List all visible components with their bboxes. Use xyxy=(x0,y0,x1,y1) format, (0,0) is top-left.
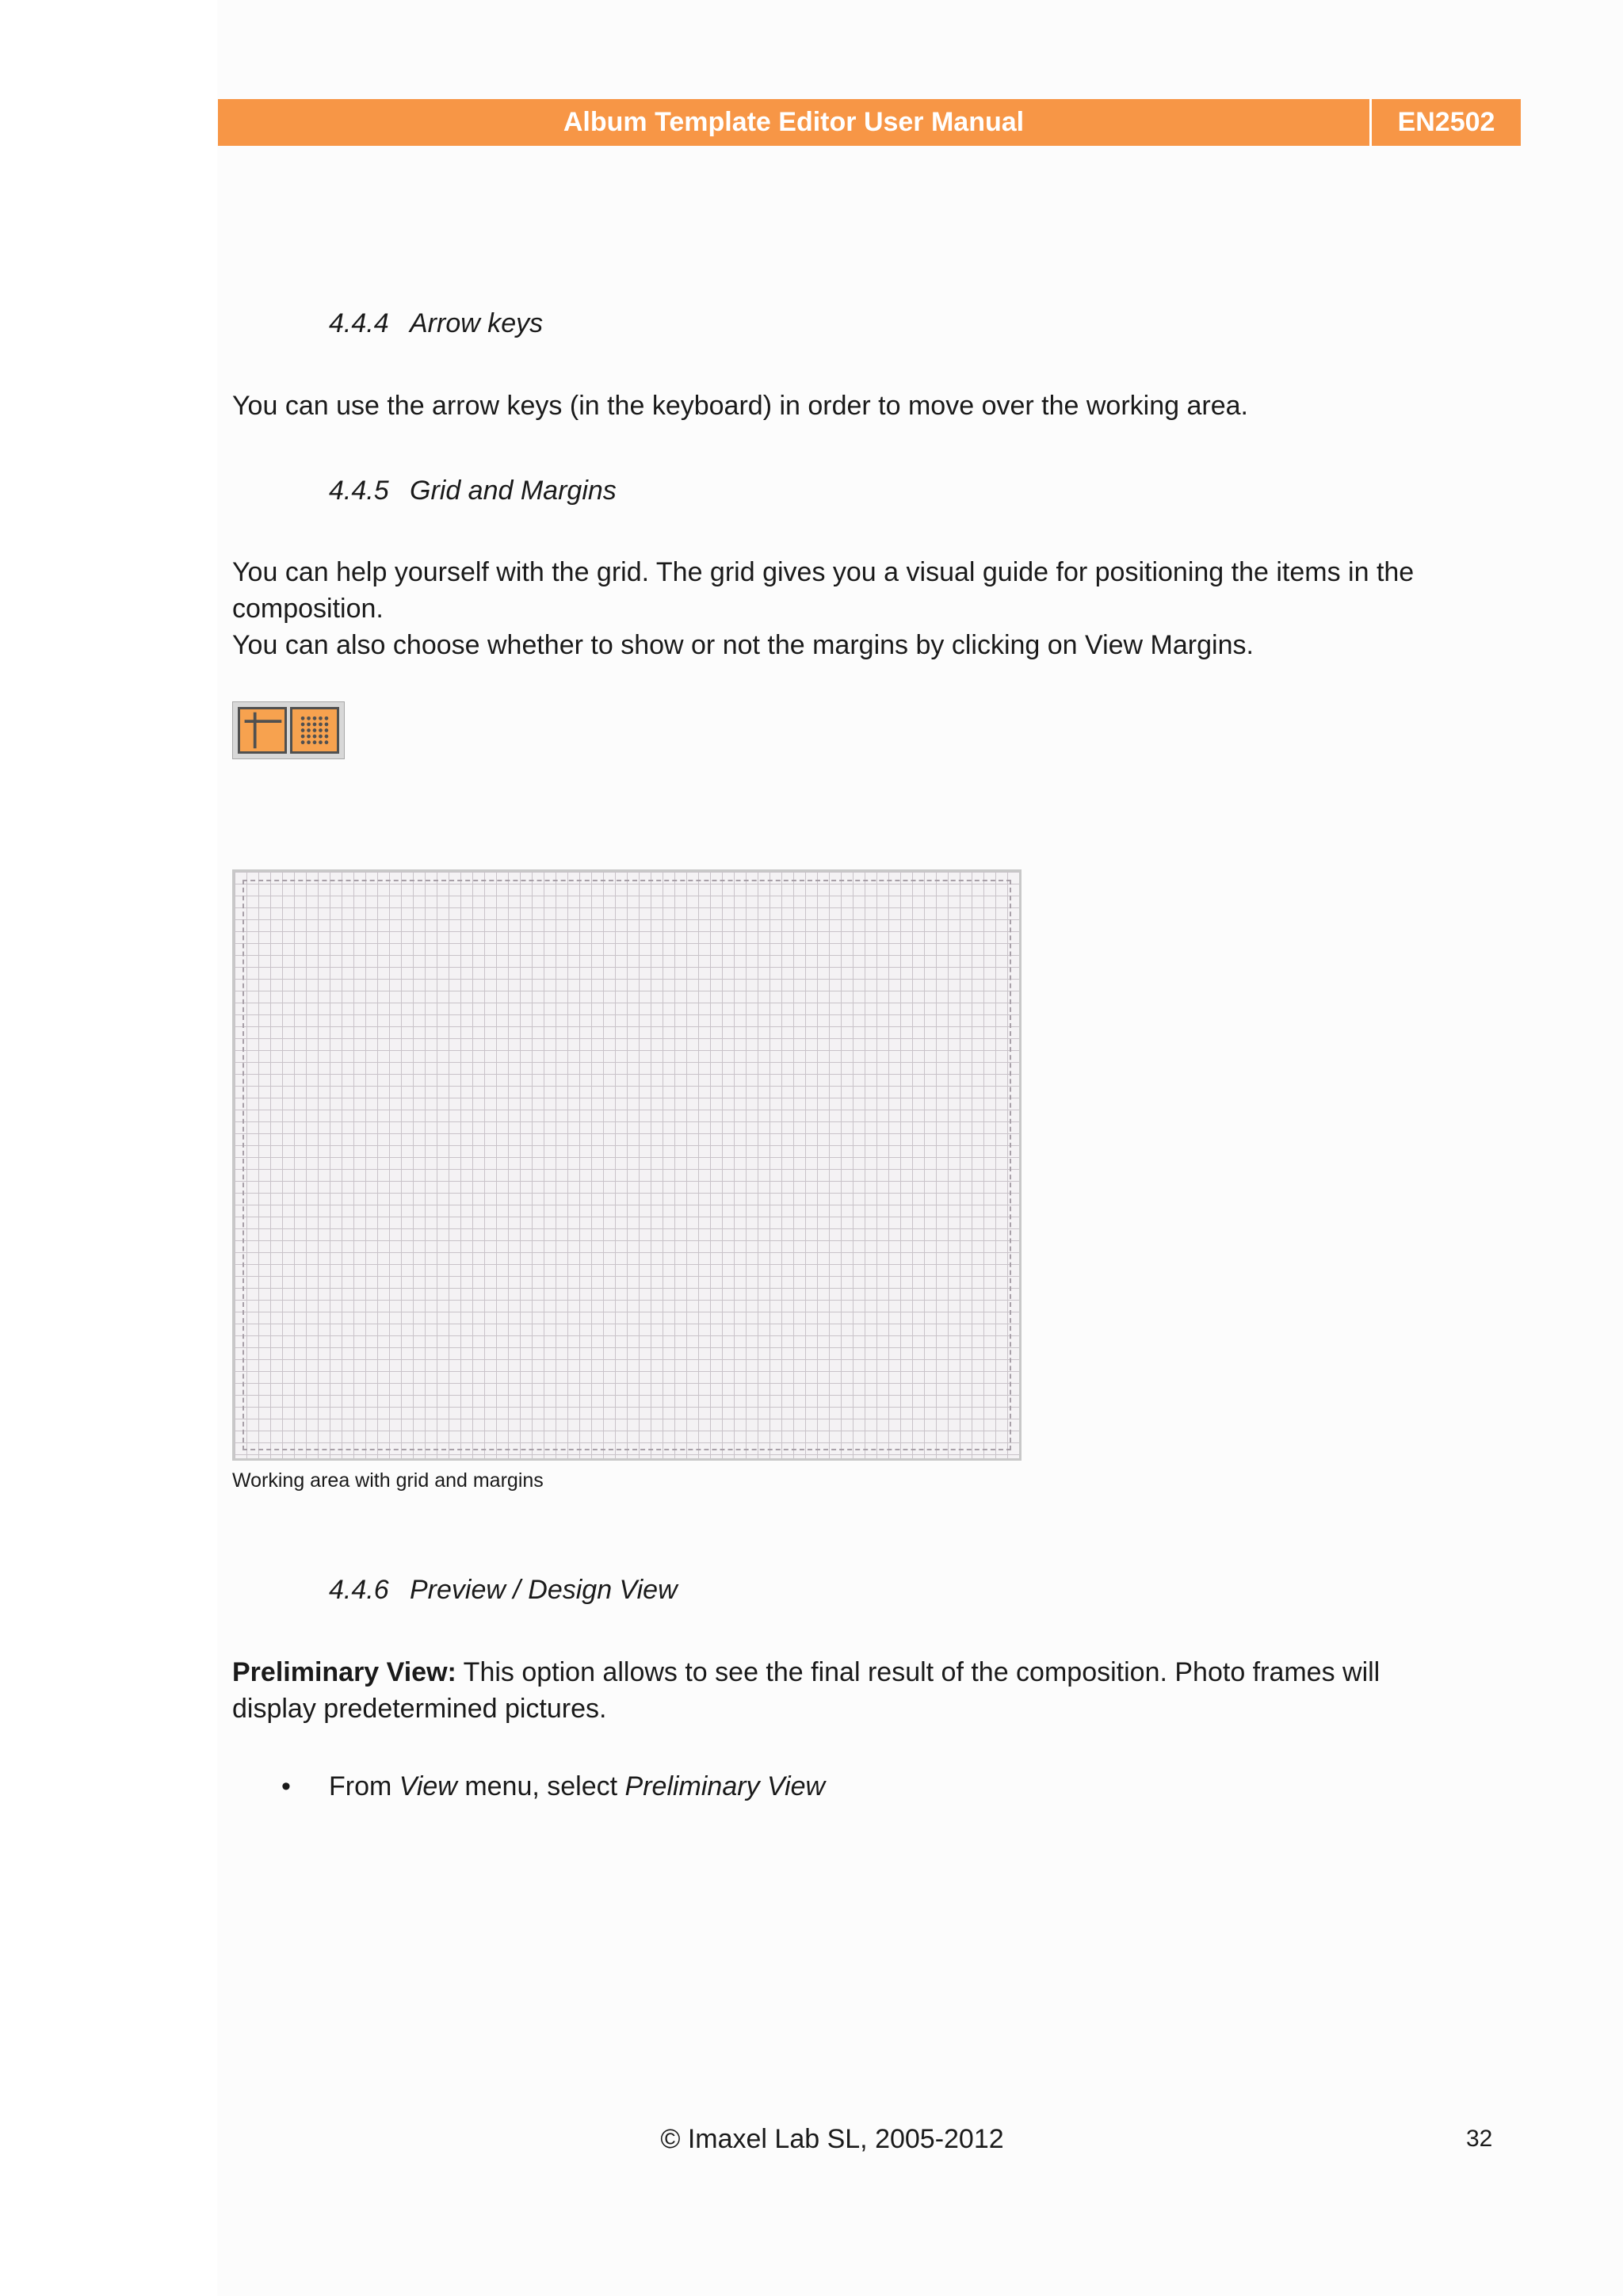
section-heading-grid-margins xyxy=(329,476,617,506)
paragraph-text: This option allows to see the final result of the composition. Photo frames will display predetermined pictures. xyxy=(232,1657,1381,1724)
bullet-text: From xyxy=(329,1771,399,1801)
view-grid-button[interactable] xyxy=(290,707,339,754)
preliminary-view-paragraph xyxy=(232,1654,1468,1727)
margin-guide xyxy=(242,880,1011,1450)
header-title: Album Template Editor User Manual xyxy=(218,99,1372,146)
grid-margins-paragraph xyxy=(232,554,1468,663)
bullet-text: menu, select xyxy=(456,1771,625,1801)
preliminary-view-label: Preliminary View: xyxy=(232,1657,456,1687)
section-number: 4.4.4 xyxy=(329,308,389,338)
section-heading-arrow-keys xyxy=(329,308,543,339)
figure-caption: Working area with grid and margins xyxy=(232,1469,544,1492)
instruction-bullet xyxy=(281,1768,825,1805)
footer-copyright: © Imaxel Lab SL, 2005-2012 xyxy=(660,2124,1004,2154)
paragraph-text: You can use the arrow keys (in the keyboard) in order to move over the working area. xyxy=(232,391,1248,421)
menu-name: View xyxy=(399,1771,457,1801)
section-title: Arrow keys xyxy=(410,308,544,338)
paragraph-text: You can help yourself with the grid. The grid gives you a visual guide for positioning the items in the composition. xyxy=(232,557,1415,624)
section-number: 4.4.5 xyxy=(329,476,389,506)
paragraph-text: You can also choose whether to show or not the margins by clicking on View Margins. xyxy=(232,630,1254,660)
section-title: Preview / Design View xyxy=(410,1575,678,1605)
working-area-grid-figure xyxy=(232,869,1022,1461)
menu-item-name: Preliminary View xyxy=(624,1771,826,1801)
section-title: Grid and Margins xyxy=(410,476,617,506)
grid-margins-toolbar xyxy=(232,701,345,759)
view-margins-button[interactable] xyxy=(238,707,287,754)
bullet-dot-icon: • xyxy=(281,1771,291,1801)
page-number: 32 xyxy=(1466,2126,1493,2152)
section-heading-preview-design xyxy=(329,1575,678,1606)
document-header xyxy=(218,99,1521,146)
section-number: 4.4.6 xyxy=(329,1575,389,1605)
header-document-code: EN2502 xyxy=(1397,107,1495,137)
arrow-keys-paragraph xyxy=(232,388,1468,424)
view-margins-icon xyxy=(240,709,285,751)
view-grid-icon xyxy=(292,709,337,751)
